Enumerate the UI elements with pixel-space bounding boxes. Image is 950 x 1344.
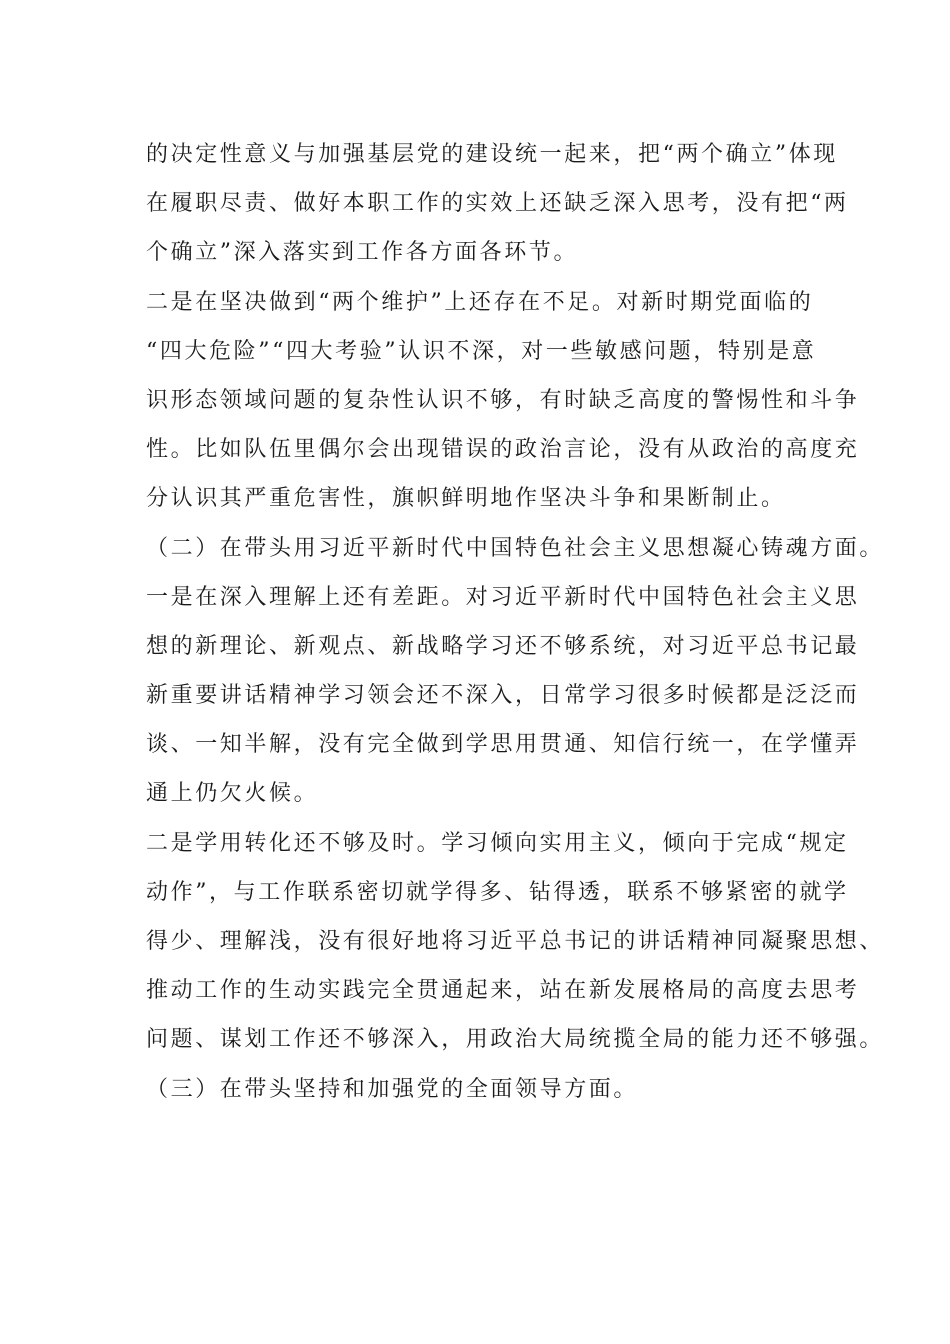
text-line: 二是在坚决做到“两个维护”上还存在不足。对新时期党面临的 (146, 289, 814, 315)
text-line: 一是在深入理解上还有差距。对习近平新时代中国特色社会主义思 (146, 584, 860, 610)
text-line: 问题、谋划工作还不够深入，用政治大局统揽全局的能力还不够强。 (146, 1027, 885, 1053)
text-line: 新重要讲话精神学习领会还不深入，日常学习很多时候都是泛泛而 (146, 683, 860, 709)
text-line: 个确立”深入落实到工作各方面各环节。 (146, 240, 579, 266)
text-line: 二是学用转化还不够及时。学习倾向实用主义，倾向于完成“规定 (146, 830, 849, 856)
text-line: “四大危险”“四大考验”认识不深，对一些敏感问题，特别是意 (146, 338, 817, 364)
text-line: 想的新理论、新观点、新战略学习还不够系统，对习近平总书记最 (146, 633, 860, 659)
text-line: 推动工作的生动实践完全贯通起来，站在新发展格局的高度去思考 (146, 978, 860, 1004)
text-line: 分认识其严重危害性，旗帜鲜明地作坚决斗争和果断制止。 (146, 486, 786, 512)
text-line: 性。比如队伍里偶尔会出现错误的政治言论，没有从政治的高度充 (146, 437, 860, 463)
text-line: 识形态领域问题的复杂性认识不够，有时缺乏高度的警惕性和斗争 (146, 387, 860, 413)
text-line: 动作”，与工作联系密切就学得多、钻得透，联系不够紧密的就学 (146, 879, 849, 905)
text-line: 谈、一知半解，没有完全做到学思用贯通、知信行统一，在学懂弄 (146, 732, 860, 758)
section-heading: （三）在带头坚持和加强党的全面领导方面。 (146, 1076, 639, 1102)
document-body (146, 130, 885, 1114)
text-line: 在履职尽责、做好本职工作的实效上还缺乏深入思考，没有把“两 (146, 191, 849, 217)
section-heading: （二）在带头用习近平新时代中国特色社会主义思想凝心铸魂方面。 (146, 535, 885, 561)
text-line: 的决定性意义与加强基层党的建设统一起来，把“两个确立”体现 (146, 142, 838, 167)
text-line: 得少、理解浅，没有很好地将习近平总书记的讲话精神同凝聚思想、 (146, 929, 885, 954)
text-line: 通上仍欠火候。 (146, 781, 319, 807)
